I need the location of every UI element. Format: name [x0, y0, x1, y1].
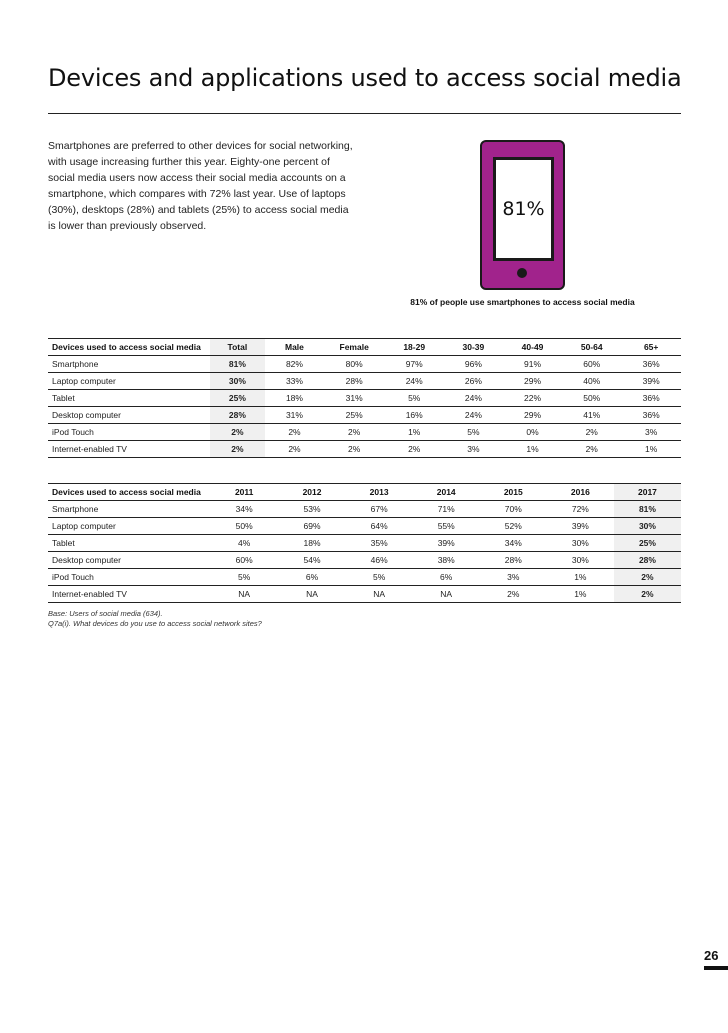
table-cell: 53%	[279, 501, 346, 518]
table-cell: 1%	[385, 424, 444, 441]
table-cell: 81%	[614, 501, 681, 518]
column-header: Female	[324, 339, 385, 356]
table-cell: 28%	[480, 552, 547, 569]
table-cell: 28%	[210, 407, 266, 424]
smartphone-percent: 81%	[502, 198, 545, 220]
table-cell: 31%	[324, 390, 385, 407]
table-cell: 1%	[503, 441, 562, 458]
table-cell: 2%	[614, 569, 681, 586]
column-header: 2012	[279, 484, 346, 501]
table-cell: 16%	[385, 407, 444, 424]
table-cell: 28%	[614, 552, 681, 569]
table-cell: 33%	[265, 373, 324, 390]
table-cell: 1%	[621, 441, 681, 458]
table-cell: 2%	[562, 424, 621, 441]
table-cell: 6%	[413, 569, 480, 586]
table-row	[48, 569, 681, 586]
table-cell: 18%	[279, 535, 346, 552]
table-cell: 5%	[210, 569, 279, 586]
table-cell: NA	[346, 586, 413, 603]
table-cell: 1%	[547, 569, 614, 586]
table-cell: 34%	[480, 535, 547, 552]
table-cell: 5%	[385, 390, 444, 407]
column-header: 2013	[346, 484, 413, 501]
table-cell: 50%	[210, 518, 279, 535]
column-header: 18-29	[385, 339, 444, 356]
table-cell: 38%	[413, 552, 480, 569]
table-row	[48, 552, 681, 569]
smartphone-icon	[480, 140, 565, 290]
column-header: 2014	[413, 484, 480, 501]
table-cell: 28%	[324, 373, 385, 390]
table-cell: NA	[413, 586, 480, 603]
table-cell: 18%	[265, 390, 324, 407]
table-notes	[48, 609, 262, 629]
table-cell: 91%	[503, 356, 562, 373]
phone-home-button-icon	[517, 268, 527, 278]
table-cell: 4%	[210, 535, 279, 552]
table-cell: 82%	[265, 356, 324, 373]
table-cell: 2%	[265, 424, 324, 441]
table-cell: 26%	[444, 373, 503, 390]
table-cell: 2%	[385, 441, 444, 458]
table-cell: NA	[210, 586, 279, 603]
column-header: 2016	[547, 484, 614, 501]
table-cell: 2%	[324, 424, 385, 441]
table-cell: 36%	[621, 390, 681, 407]
table-row	[48, 518, 681, 535]
infographic-caption: 81% of people use smartphones to access social media	[410, 297, 635, 307]
table-cell: 81%	[210, 356, 266, 373]
table-cell: 96%	[444, 356, 503, 373]
table-cell: 31%	[265, 407, 324, 424]
table-cell: 22%	[503, 390, 562, 407]
table-cell: 29%	[503, 373, 562, 390]
table-cell: 97%	[385, 356, 444, 373]
table-cell: 6%	[279, 569, 346, 586]
table-cell: 2%	[324, 441, 385, 458]
column-header: 50-64	[562, 339, 621, 356]
table-cell: 50%	[562, 390, 621, 407]
table-cell: 5%	[444, 424, 503, 441]
column-header: 2011	[210, 484, 279, 501]
table-cell: 24%	[385, 373, 444, 390]
column-header-label: Devices used to access social media	[48, 339, 210, 356]
row-label: Smartphone	[48, 356, 210, 373]
row-label: Internet-enabled TV	[48, 441, 210, 458]
table-cell: 2%	[480, 586, 547, 603]
table-cell: 39%	[621, 373, 681, 390]
table-row	[48, 441, 681, 458]
row-label: Smartphone	[48, 501, 210, 518]
column-header-label: Devices used to access social media	[48, 484, 210, 501]
row-label: Tablet	[48, 535, 210, 552]
table-cell: NA	[279, 586, 346, 603]
table-header-row	[48, 339, 681, 356]
table-cell: 30%	[547, 552, 614, 569]
base-note: Base: Users of social media (634).	[48, 609, 163, 618]
table-cell: 67%	[346, 501, 413, 518]
table-cell: 2%	[265, 441, 324, 458]
title-divider	[48, 113, 681, 114]
table-cell: 25%	[210, 390, 266, 407]
page-title: Devices and applications used to access social media	[48, 64, 682, 92]
table-cell: 1%	[547, 586, 614, 603]
table-cell: 5%	[346, 569, 413, 586]
table-cell: 60%	[210, 552, 279, 569]
table-cell: 2%	[210, 441, 266, 458]
devices-by-demographic-table	[48, 338, 681, 458]
table-cell: 29%	[503, 407, 562, 424]
row-label: Desktop computer	[48, 552, 210, 569]
table-row	[48, 407, 681, 424]
table-cell: 80%	[324, 356, 385, 373]
table-cell: 2%	[210, 424, 266, 441]
intro-paragraph: Smartphones are preferred to other devices for social networking, with usage increasing further this year. Eighty-one percent of social media users now access their social media accounts on a smartphone, which compares with 72% last year. Use of laptops (30%), desktops (28%) and tablets (25%) to access social media is lower than previously observed.	[48, 140, 353, 232]
table-row	[48, 424, 681, 441]
table-cell: 72%	[547, 501, 614, 518]
table-cell: 54%	[279, 552, 346, 569]
row-label: iPod Touch	[48, 569, 210, 586]
phone-screen	[493, 157, 554, 261]
table-cell: 40%	[562, 373, 621, 390]
page-number: 26	[704, 948, 719, 963]
table-cell: 2%	[614, 586, 681, 603]
column-header: Male	[265, 339, 324, 356]
table-cell: 55%	[413, 518, 480, 535]
row-label: iPod Touch	[48, 424, 210, 441]
column-header: Total	[210, 339, 266, 356]
column-header: 2015	[480, 484, 547, 501]
table-cell: 3%	[621, 424, 681, 441]
table-row	[48, 356, 681, 373]
table-header-row	[48, 484, 681, 501]
table-row	[48, 390, 681, 407]
table-cell: 36%	[621, 407, 681, 424]
page-number-bar	[704, 966, 728, 970]
table-cell: 25%	[324, 407, 385, 424]
table-cell: 64%	[346, 518, 413, 535]
table-row	[48, 535, 681, 552]
devices-by-year-table	[48, 483, 681, 603]
column-header: 30-39	[444, 339, 503, 356]
table-cell: 30%	[614, 518, 681, 535]
table-cell: 60%	[562, 356, 621, 373]
table-row	[48, 501, 681, 518]
table-cell: 2%	[562, 441, 621, 458]
table-row	[48, 373, 681, 390]
column-header: 65+	[621, 339, 681, 356]
table-cell: 36%	[621, 356, 681, 373]
table-cell: 41%	[562, 407, 621, 424]
table-cell: 25%	[614, 535, 681, 552]
table-cell: 70%	[480, 501, 547, 518]
row-label: Laptop computer	[48, 373, 210, 390]
smartphone-infographic	[480, 140, 565, 290]
table-cell: 71%	[413, 501, 480, 518]
row-label: Laptop computer	[48, 518, 210, 535]
table-cell: 52%	[480, 518, 547, 535]
row-label: Tablet	[48, 390, 210, 407]
table-cell: 30%	[210, 373, 266, 390]
table-cell: 39%	[413, 535, 480, 552]
table-cell: 34%	[210, 501, 279, 518]
question-note: Q7a(i). What devices do you use to access social network sites?	[48, 619, 262, 628]
column-header: 2017	[614, 484, 681, 501]
table-cell: 39%	[547, 518, 614, 535]
table-cell: 69%	[279, 518, 346, 535]
column-header: 40-49	[503, 339, 562, 356]
table-cell: 46%	[346, 552, 413, 569]
table-cell: 30%	[547, 535, 614, 552]
table-row	[48, 586, 681, 603]
row-label: Desktop computer	[48, 407, 210, 424]
table-cell: 24%	[444, 407, 503, 424]
row-label: Internet-enabled TV	[48, 586, 210, 603]
table-cell: 24%	[444, 390, 503, 407]
table-cell: 0%	[503, 424, 562, 441]
table-cell: 35%	[346, 535, 413, 552]
table-cell: 3%	[480, 569, 547, 586]
table-cell: 3%	[444, 441, 503, 458]
